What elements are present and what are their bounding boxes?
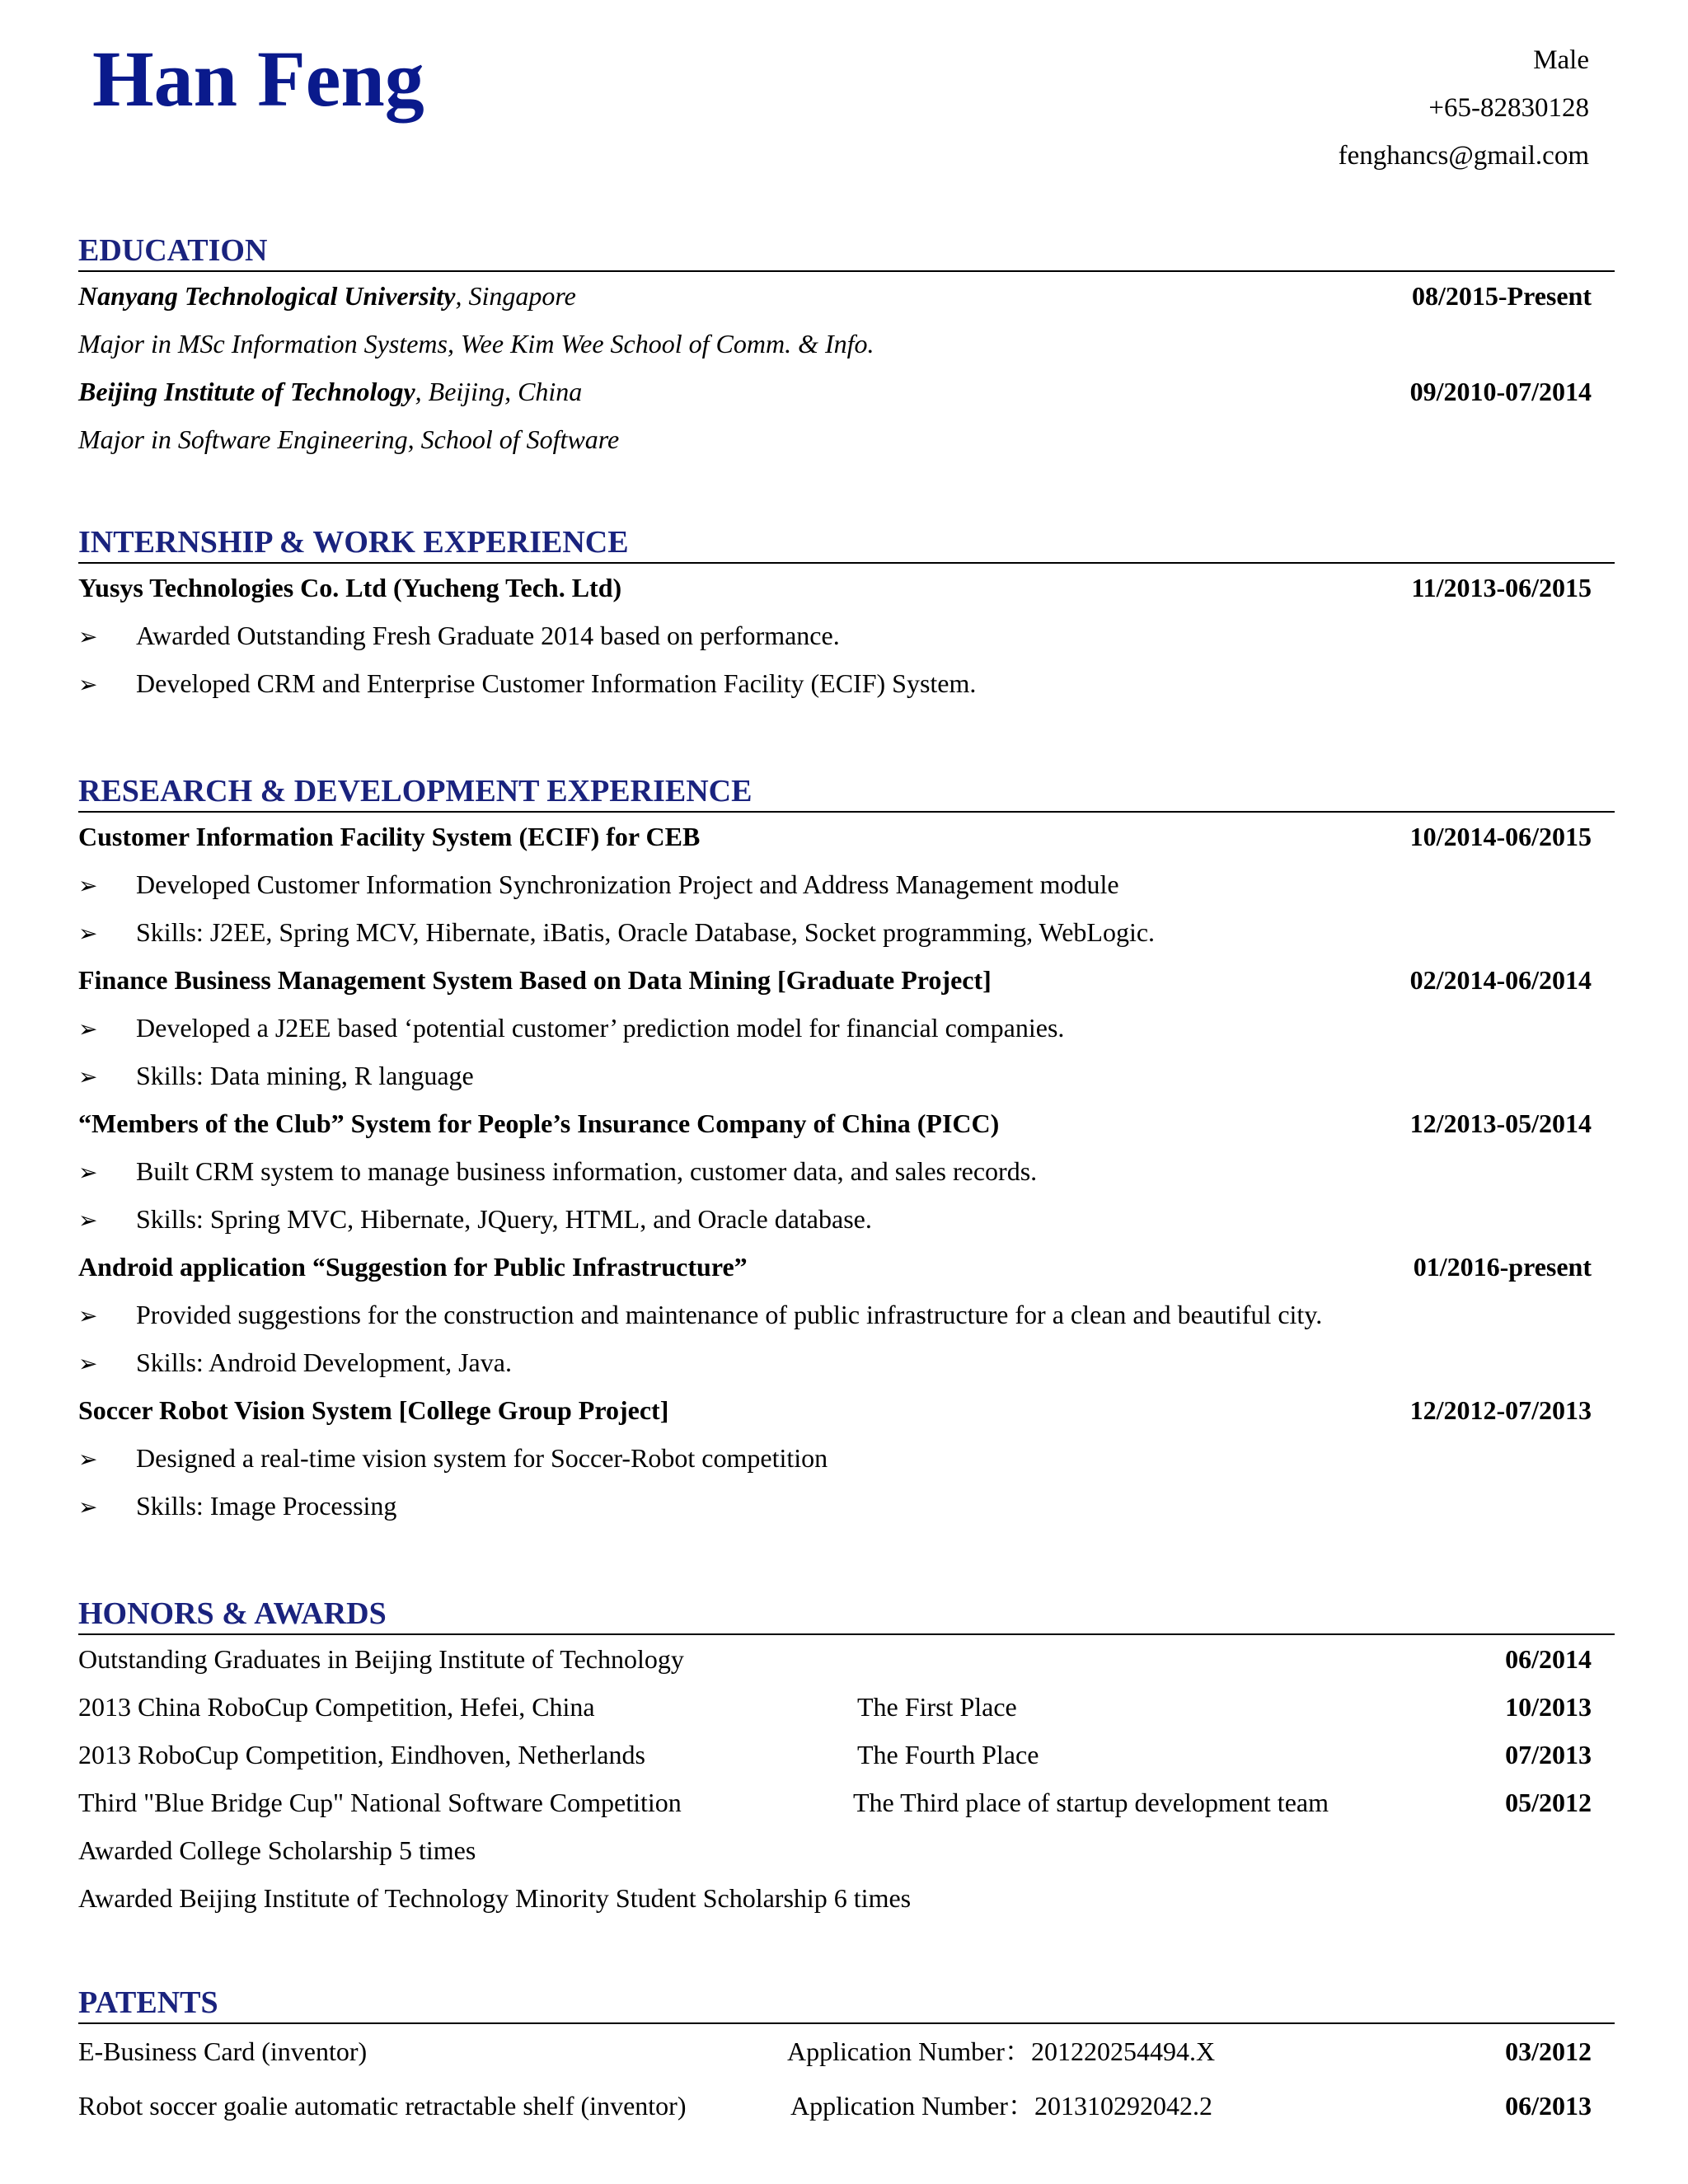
date: 08/2015-Present (1411, 281, 1592, 311)
award-place: The First Place (857, 1692, 1017, 1722)
work-section (78, 523, 1615, 707)
award-name: Awarded College Scholarship 5 times (78, 1835, 476, 1865)
arrow-bullet-icon: ➢ (78, 1159, 98, 1186)
date: 12/2012-07/2013 (1409, 1395, 1592, 1425)
project-row (78, 956, 1615, 1004)
section-title: RESEARCH & DEVELOPMENT EXPERIENCE (78, 771, 1615, 813)
project-row (78, 1099, 1615, 1147)
award-place: The Third place of startup development team (853, 1788, 1329, 1817)
email: fenghancs@gmail.com (1338, 141, 1589, 171)
section-title: INTERNSHIP & WORK EXPERIENCE (78, 523, 1615, 564)
list-item: ➢ Skills: J2EE, Spring MCV, Hibernate, iBatis, Oracle Database, Socket programming, WebLogic. (78, 908, 1615, 956)
school-location: , Beijing, China (415, 377, 583, 406)
date: 10/2014-06/2015 (1409, 822, 1592, 851)
award-row (78, 1874, 1615, 1922)
section-title: HONORS & AWARDS (78, 1594, 1615, 1635)
project-name: Soccer Robot Vision System [College Group Project] (78, 1395, 669, 1425)
arrow-bullet-icon: ➢ (78, 1302, 98, 1329)
list-item: ➢ Awarded Outstanding Fresh Graduate 2014 based on performance. (78, 612, 1615, 659)
date: 09/2010-07/2014 (1409, 377, 1592, 406)
patents-section (78, 1983, 1615, 2133)
list-item: ➢ Designed a real-time vision system for Soccer-Robot competition (78, 1434, 1615, 1482)
project-row (78, 1386, 1615, 1434)
school-name: Beijing Institute of Technology (78, 377, 415, 406)
list-item: ➢ Skills: Android Development, Java. (78, 1338, 1615, 1386)
arrow-bullet-icon: ➢ (78, 1207, 98, 1234)
arrow-bullet-icon: ➢ (78, 920, 98, 947)
work-row (78, 564, 1615, 612)
date: 05/2012 (1505, 1788, 1592, 1817)
candidate-name: Han Feng (92, 35, 424, 123)
list-item: ➢ Built CRM system to manage business information, customer data, and sales records. (78, 1147, 1615, 1195)
list-item: ➢ Provided suggestions for the construction and maintenance of public infrastructure for a clean and beautiful city. (78, 1291, 1615, 1338)
phone: +65-82830128 (1428, 93, 1589, 123)
arrow-bullet-icon: ➢ (78, 872, 98, 899)
project-name: Customer Information Facility System (ECIF) for CEB (78, 822, 701, 851)
section-title: PATENTS (78, 1983, 1615, 2024)
contact-block (1339, 36, 1589, 180)
award-row (78, 1683, 1615, 1731)
education-row (78, 368, 1615, 415)
patent-application: Application Number：201220254494.X (787, 2036, 1216, 2066)
org-name: Yusys Technologies Co. Ltd (Yucheng Tech. Ltd) (78, 573, 622, 602)
education-section (78, 231, 1615, 463)
project-name: “Members of the Club” System for People’s Insurance Company of China (PICC) (78, 1108, 1000, 1138)
list-item: ➢ Developed CRM and Enterprise Customer Information Facility (ECIF) System. (78, 659, 1615, 707)
arrow-bullet-icon: ➢ (78, 671, 98, 698)
award-row (78, 1635, 1615, 1683)
list-item: ➢ Developed a J2EE based ‘potential customer’ prediction model for financial companies. (78, 1004, 1615, 1052)
list-item: ➢ Skills: Image Processing (78, 1482, 1615, 1530)
arrow-bullet-icon: ➢ (78, 1350, 98, 1377)
honors-section (78, 1594, 1615, 1922)
school-name: Nanyang Technological University (78, 281, 456, 311)
date: 11/2013-06/2015 (1411, 573, 1592, 602)
education-detail: Major in Software Engineering, School of Software (78, 424, 620, 454)
award-name: 2013 China RoboCup Competition, Hefei, China (78, 1692, 595, 1722)
award-place: The Fourth Place (857, 1740, 1039, 1769)
date: 06/2014 (1505, 1644, 1592, 1674)
project-name: Finance Business Management System Based on Data Mining [Graduate Project] (78, 965, 992, 995)
date: 07/2013 (1505, 1740, 1592, 1769)
gender: Male (1533, 45, 1589, 75)
list-item: ➢ Developed Customer Information Synchronization Project and Address Management module (78, 860, 1615, 908)
education-row (78, 272, 1615, 320)
arrow-bullet-icon: ➢ (78, 1446, 98, 1473)
award-name: Third "Blue Bridge Cup" National Software Competition (78, 1788, 682, 1817)
date: 02/2014-06/2014 (1409, 965, 1592, 995)
arrow-bullet-icon: ➢ (78, 1493, 98, 1521)
project-row (78, 1243, 1615, 1291)
arrow-bullet-icon: ➢ (78, 1015, 98, 1043)
patent-name: E-Business Card (inventor) (78, 2036, 368, 2066)
patent-row (78, 2079, 1615, 2133)
award-name: Awarded Beijing Institute of Technology Minority Student Scholarship 6 times (78, 1883, 912, 1913)
patent-name: Robot soccer goalie automatic retractable shelf (inventor) (78, 2091, 687, 2121)
award-name: Outstanding Graduates in Beijing Institute of Technology (78, 1644, 684, 1674)
arrow-bullet-icon: ➢ (78, 623, 98, 650)
research-section (78, 771, 1615, 1530)
award-row (78, 1826, 1615, 1874)
project-row (78, 813, 1615, 860)
patent-application: Application Number：201310292042.2 (790, 2091, 1212, 2121)
section-title: EDUCATION (78, 231, 1615, 272)
date: 06/2013 (1505, 2091, 1592, 2121)
date: 12/2013-05/2014 (1409, 1108, 1592, 1138)
list-item: ➢ Skills: Spring MVC, Hibernate, JQuery, HTML, and Oracle database. (78, 1195, 1615, 1243)
patent-row (78, 2024, 1615, 2079)
date: 03/2012 (1505, 2036, 1592, 2066)
school-location: , Singapore (455, 281, 576, 311)
list-item: ➢ Skills: Data mining, R language (78, 1052, 1615, 1099)
award-row (78, 1779, 1615, 1826)
award-row (78, 1731, 1615, 1779)
award-name: 2013 RoboCup Competition, Eindhoven, Netherlands (78, 1740, 645, 1769)
arrow-bullet-icon: ➢ (78, 1063, 98, 1090)
education-detail: Major in MSc Information Systems, Wee Kim Wee School of Comm. & Info. (78, 329, 874, 359)
project-name: Android application “Suggestion for Public Infrastructure” (78, 1252, 748, 1282)
date: 01/2016-present (1413, 1252, 1592, 1282)
date: 10/2013 (1505, 1692, 1592, 1722)
